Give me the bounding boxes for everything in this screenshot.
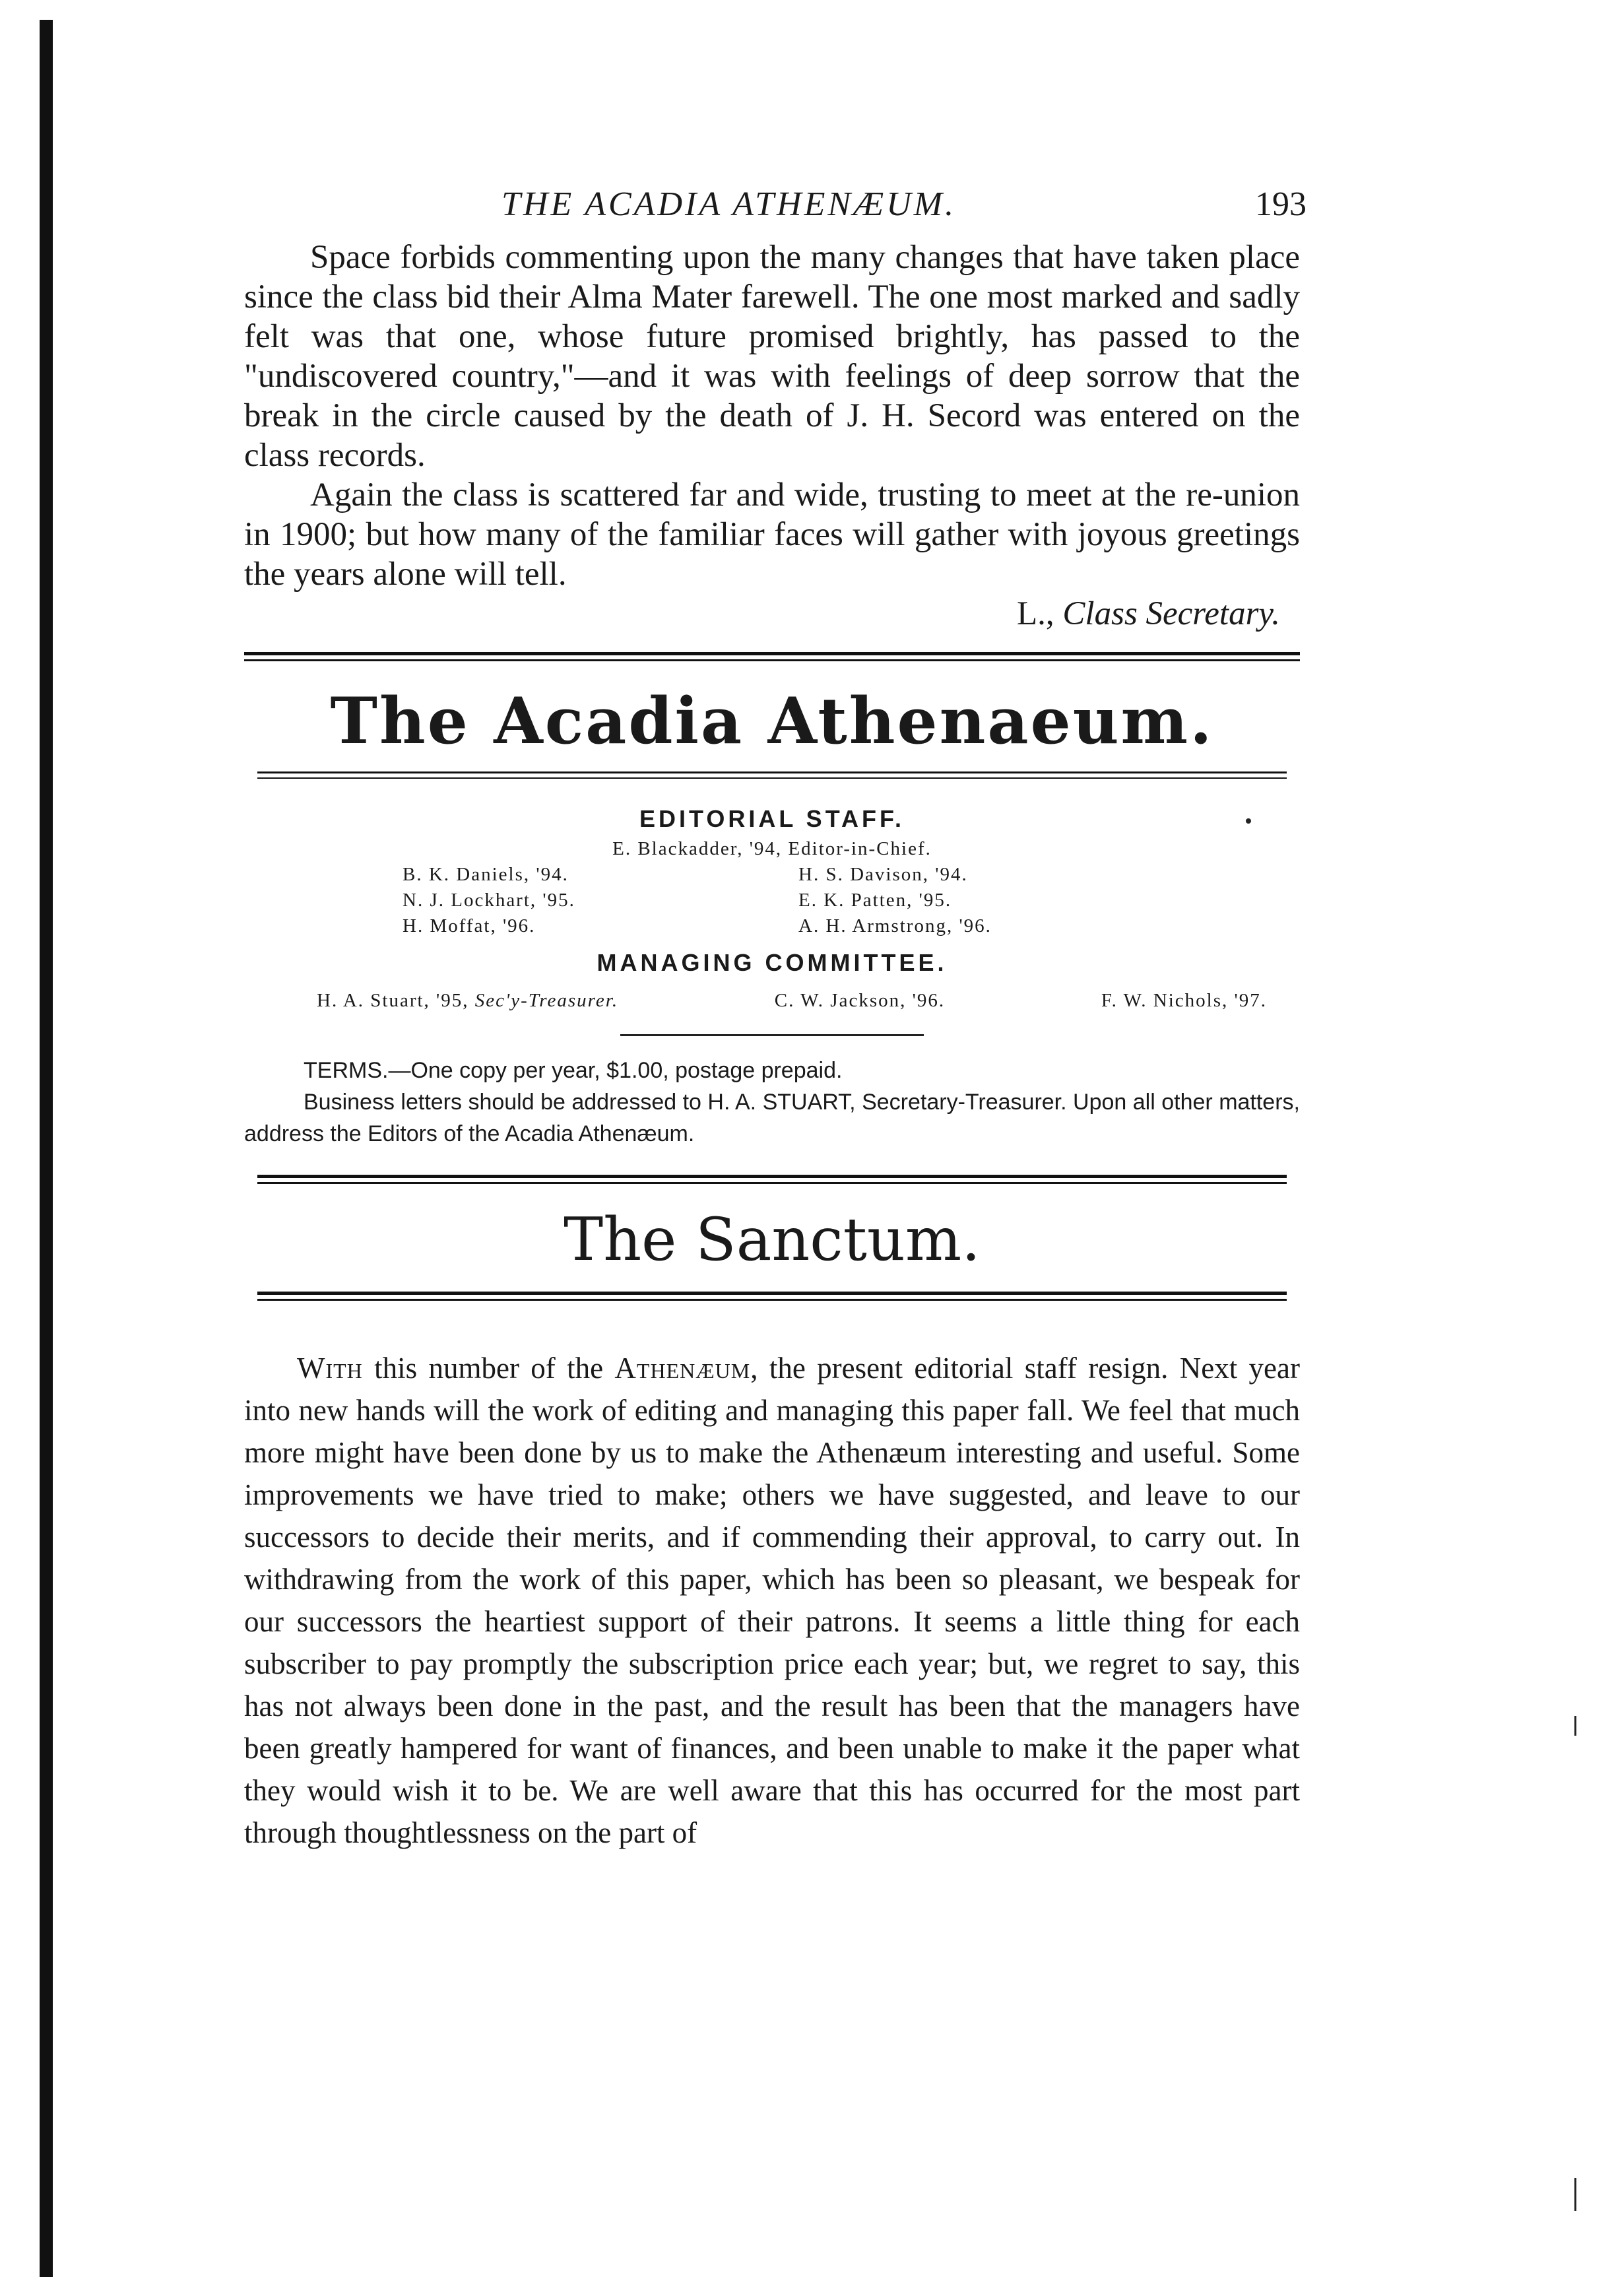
closing-letter bbox=[244, 238, 1300, 634]
subscription-terms: TERMS.—One copy per year, $1.00, postage prepaid. bbox=[304, 1058, 843, 1083]
committee-member bbox=[317, 990, 618, 1012]
section-divider bbox=[257, 1292, 1287, 1301]
committee-member-name: C. W. Jackson, '96. bbox=[774, 990, 946, 1011]
editor-in-chief: E. Blackadder, '94, Editor-in-Chief. bbox=[612, 838, 932, 859]
margin-speck bbox=[1574, 1716, 1576, 1736]
sanctum-editorial bbox=[244, 1347, 1300, 1854]
margin-speck bbox=[1574, 2178, 1576, 2211]
staff-member: H. S. Davison, '94. bbox=[798, 864, 968, 885]
sanctum-lead-text: this number of the bbox=[362, 1352, 615, 1385]
sanctum-lead-word: With bbox=[297, 1352, 363, 1385]
staff-member: E. K. Patten, '95. bbox=[798, 890, 952, 911]
business-address-note: Business letters should be addressed to H. A. STUART, Secretary-Treasurer. Upon all other matters, address the Editors of the Acadia Athenæum. bbox=[244, 1090, 1300, 1146]
letter-paragraph: Again the class is scattered far and wide, trusting to meet at the re-union in 1900; but how many of the familiar faces will gather with joyous greetings the years alone will tell. bbox=[244, 476, 1300, 593]
staff-member: B. K. Daniels, '94. bbox=[403, 864, 569, 885]
masthead-title: The Acadia Athenaeum. bbox=[330, 684, 1214, 758]
sanctum-heading: The Sanctum. bbox=[564, 1205, 981, 1274]
binding-edge bbox=[40, 20, 53, 2277]
page-content bbox=[244, 185, 1307, 1854]
editorial-staff-heading: EDITORIAL STAFF. bbox=[639, 805, 905, 832]
staff-member: N. J. Lockhart, '95. bbox=[403, 890, 575, 911]
committee-member bbox=[775, 990, 945, 1012]
committee-member-name: F. W. Nichols, '97. bbox=[1101, 990, 1267, 1011]
letter-signature bbox=[244, 594, 1300, 634]
short-divider bbox=[620, 1034, 924, 1036]
signature-role: Class Secretary. bbox=[1062, 595, 1280, 632]
staff-member: H. Moffat, '96. bbox=[403, 915, 536, 936]
journal-name: Athenæum bbox=[614, 1352, 751, 1385]
staff-member: A. H. Armstrong, '96. bbox=[798, 915, 992, 936]
running-head bbox=[244, 185, 1307, 238]
editorial-staff-list bbox=[403, 864, 1194, 937]
section-divider bbox=[257, 1175, 1287, 1184]
letter-paragraph: Space forbids commenting upon the many changes that have taken place since the class bid their Alma Mater farewell. The one most marked and sadly felt was that one, whose future promised brightly, has passed to the "undiscovered country,"—and it was with feelings of deep sorrow that the break in the circle caused by the death of J. H. Secord was entered on the class records. bbox=[244, 239, 1300, 474]
committee-member-name: H. A. Stuart, '95, bbox=[317, 990, 469, 1011]
sanctum-body-text: , the present editorial staff resign. Next year into new hands will the work of editing and managing this paper fall. We feel that much more might have been done by us to make the Athenæum interesting and useful. Some improvements we have tried to make; others we have suggested, and leave to our successors to decide their merits, and if commending their approval, to carry out. In withdrawing from the work of this paper, which has been so pleasant, we bespeak for our successors the heartiest support of their patrons. It seems a little thing for each subscriber to pay promptly the subscription price each year; but, we regret to say, this has not always been done in the past, and the result has been that the managers have been greatly hampered for want of finances, and been unable to make it the paper what they would wish it to be. We are well aware that this has occurred for the most part through thoughtlessness on the part of bbox=[244, 1352, 1300, 1849]
page-number: 193 bbox=[1255, 185, 1307, 223]
committee-member-role: Sec'y-Treasurer. bbox=[474, 990, 619, 1011]
managing-committee-list bbox=[317, 990, 1267, 1012]
section-divider bbox=[257, 771, 1287, 779]
committee-member bbox=[1101, 990, 1267, 1012]
signature-name: L., bbox=[1017, 595, 1054, 632]
section-divider bbox=[244, 652, 1300, 661]
running-title: THE ACADIA ATHENÆUM. bbox=[501, 185, 957, 223]
managing-committee-heading: MANAGING COMMITTEE. bbox=[597, 949, 948, 976]
